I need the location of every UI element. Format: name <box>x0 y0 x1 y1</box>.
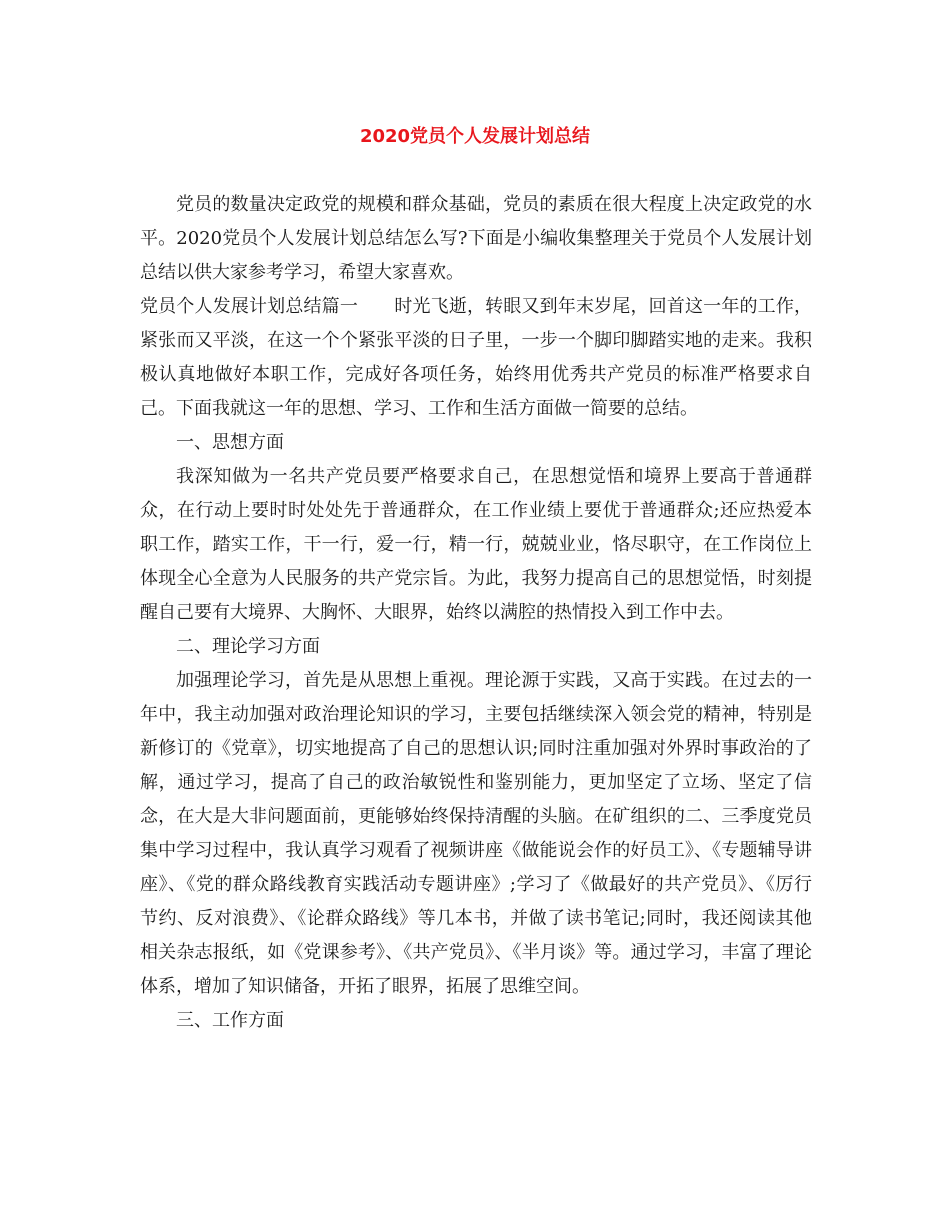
document-body <box>140 188 812 1038</box>
theory-paragraph: 加强理论学习，首先是从思想上重视。理论源于实践，又高于实践。在过去的一年中，我主动加强对政治理论知识的学习，主要包括继续深入领会党的精神，特别是新修订的《党章》，切实地提高了自己的思想认识;同时注重加强对外界时事政治的了解，通过学习，提高了自己的政治敏锐性和鉴别能力，更加坚定了立场、坚定了信念，在大是大非问题面前，更能够始终保持清醒的头脑。在矿组织的二、三季度党员集中学习过程中，我认真学习观看了视频讲座《做能说会作的好员工》、《专题辅导讲座》、《党的群众路线教育实践活动专题讲座》;学习了《做最好的共产党员》、《厉行节约、反对浪费》、《论群众路线》等几本书，并做了读书笔记;同时，我还阅读其他相关杂志报纸，如《党课参考》、《共产党员》、《半月谈》等。通过学习，丰富了理论体系，增加了知识储备，开拓了眼界，拓展了思维空间。 <box>140 670 812 997</box>
section-heading-theory: 二、理论学习方面 <box>176 636 320 657</box>
section-heading-thought: 一、思想方面 <box>176 432 284 453</box>
intro-paragraph: 党员的数量决定政党的规模和群众基础，党员的素质在很大程度上决定政党的水平。2020党员个人发展计划总结怎么写?下面是小编收集整理关于党员个人发展计划总结以供大家参考学习，希望大家喜欢。 <box>140 194 812 283</box>
thought-paragraph: 我深知做为一名共产党员要严格要求自己，在思想觉悟和境界上要高于普通群众，在行动上要时时处处先于普通群众，在工作业绩上要优于普通群众;还应热爱本职工作，踏实工作，干一行，爱一行，精一行，兢兢业业，恪尽职守，在工作岗位上体现全心全意为人民服务的共产党宗旨。为此，我努力提高自己的思想觉悟，时刻提醒自己要有大境界、大胸怀、大眼界，始终以满腔的热情投入到工作中去。 <box>140 466 812 623</box>
section-heading-work: 三、工作方面 <box>176 1010 284 1031</box>
article-one-paragraph: 党员个人发展计划总结篇一 时光飞逝，转眼又到年末岁尾，回首这一年的工作，紧张而又平淡，在这一个个紧张平淡的日子里，一步一个脚印脚踏实地的走来。我积极认真地做好本职工作，完成好各项任务，始终用优秀共产党员的标准严格要求自己。下面我就这一年的思想、学习、工作和生活方面做一简要的总结。 <box>140 296 812 419</box>
document-title: 2020党员个人发展计划总结 <box>359 126 591 147</box>
